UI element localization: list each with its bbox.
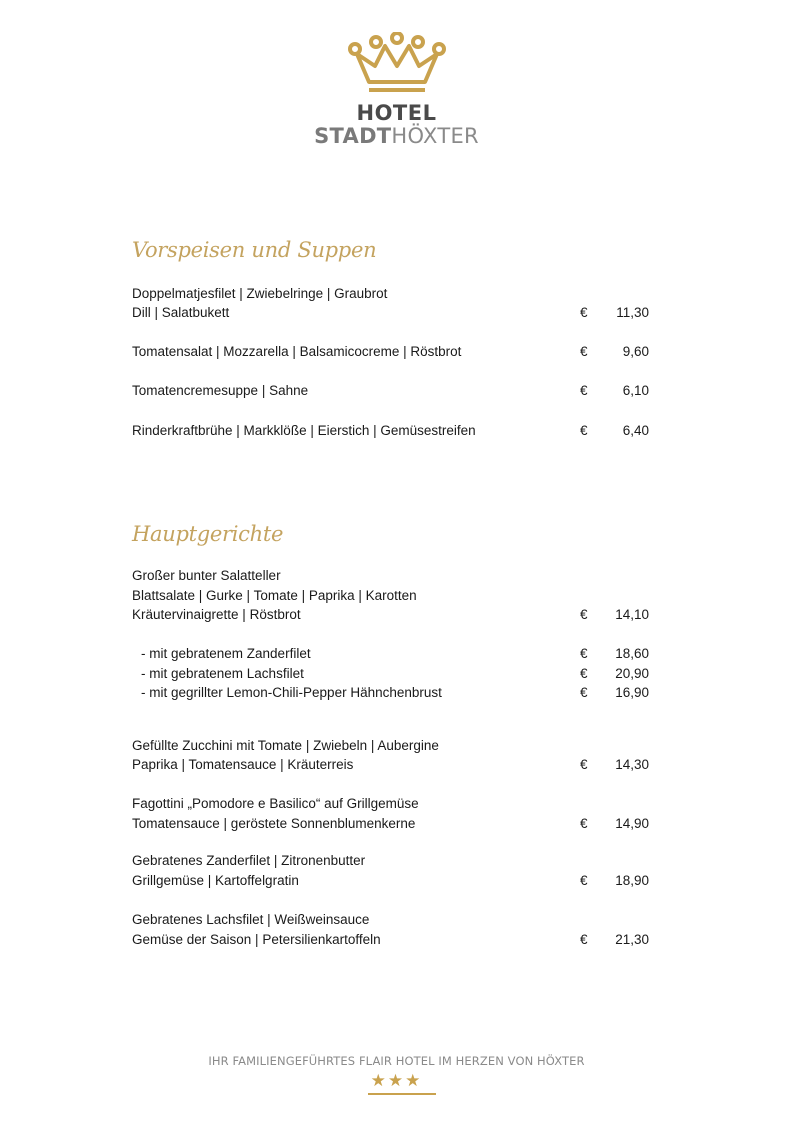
- item-text: Gebratenes Lachsfilet | Weißweinsauce: [132, 912, 370, 927]
- item-price: 21,30: [615, 932, 649, 947]
- menu-item: [132, 910, 649, 930]
- currency-sign: €: [580, 932, 588, 947]
- item-text: Rinderkraftbrühe | Markklöße | Eierstich | Gemüsestreifen: [132, 423, 476, 438]
- menu-item: [132, 381, 649, 401]
- menu-option: [132, 683, 649, 703]
- logo-stadt: STADT: [314, 124, 392, 148]
- item-price: 18,90: [615, 873, 649, 888]
- section-title-mains: Hauptgerichte: [132, 522, 284, 546]
- menu-item: [132, 421, 649, 441]
- item-price: 14,10: [615, 607, 649, 622]
- section-title-starters: Vorspeisen und Suppen: [132, 238, 377, 262]
- item-text: Tomatensauce | geröstete Sonnenblumenkerne: [132, 816, 416, 831]
- item-text: Kräutervinaigrette | Röstbrot: [132, 607, 301, 622]
- hotel-logo: [0, 32, 793, 148]
- currency-sign: €: [580, 816, 588, 831]
- item-text: - mit gebratenem Zanderfilet: [141, 646, 311, 661]
- logo-stadt-hoexter: [0, 124, 793, 148]
- currency-sign: €: [580, 423, 588, 438]
- item-price: 6,40: [622, 423, 649, 438]
- item-text: Tomatensalat | Mozzarella | Balsamicocreme | Röstbrot: [132, 344, 462, 359]
- menu-item: [132, 794, 649, 814]
- currency-sign: €: [580, 873, 588, 888]
- footer-divider: [368, 1093, 436, 1095]
- menu-item: [132, 586, 649, 606]
- item-price: 9,60: [622, 344, 649, 359]
- item-price: 14,90: [615, 816, 649, 831]
- item-text: Gemüse der Saison | Petersilienkartoffeln: [132, 932, 381, 947]
- currency-sign: €: [580, 607, 588, 622]
- menu-item: [132, 871, 649, 891]
- menu-item: [132, 342, 649, 362]
- currency-sign: €: [580, 646, 588, 661]
- item-text: Gebratenes Zanderfilet | Zitronenbutter: [132, 853, 366, 868]
- currency-sign: €: [580, 305, 588, 320]
- menu-item: [132, 814, 649, 834]
- menu-item: [132, 930, 649, 950]
- item-text: Gefüllte Zucchini mit Tomate | Zwiebeln | Aubergine: [132, 738, 439, 753]
- item-text: - mit gebratenem Lachsfilet: [141, 666, 304, 681]
- item-text: Großer bunter Salatteller: [132, 568, 281, 583]
- currency-sign: €: [580, 685, 588, 700]
- item-text: Dill | Salatbukett: [132, 305, 230, 320]
- item-text: - mit gegrillter Lemon-Chili-Pepper Hähnchenbrust: [141, 685, 442, 700]
- menu-item: [132, 736, 649, 756]
- menu-option: [132, 644, 649, 664]
- currency-sign: €: [580, 344, 588, 359]
- item-price: 11,30: [616, 305, 649, 320]
- menu-item: [132, 605, 649, 625]
- item-price: 20,90: [615, 666, 649, 681]
- item-text: Fagottini „Pomodore e Basilico“ auf Grillgemüse: [132, 796, 419, 811]
- menu-item: [132, 755, 649, 775]
- item-price: 18,60: [615, 646, 649, 661]
- logo-hoexter: HÖXTER: [391, 124, 479, 148]
- menu-option: [132, 664, 649, 684]
- currency-sign: €: [580, 383, 588, 398]
- item-price: 16,90: [615, 685, 649, 700]
- logo-hotel-word: HOTEL: [356, 101, 437, 125]
- currency-sign: €: [580, 757, 588, 772]
- currency-sign: €: [580, 666, 588, 681]
- item-text: Blattsalate | Gurke | Tomate | Paprika | Karotten: [132, 588, 417, 603]
- item-price: 6,10: [622, 383, 649, 398]
- menu-item: [132, 303, 649, 323]
- menu-item: [132, 566, 649, 586]
- item-text: Doppelmatjesfilet | Zwiebelringe | Graubrot: [132, 286, 388, 301]
- crown-icon: [347, 32, 447, 98]
- item-text: Grillgemüse | Kartoffelgratin: [132, 873, 299, 888]
- menu-item: [132, 851, 649, 871]
- footer-tagline: IHR FAMILIENGEFÜHRTES FLAIR HOTEL IM HERZEN VON HÖXTER: [208, 1054, 585, 1068]
- item-text: Paprika | Tomatensauce | Kräuterreis: [132, 757, 354, 772]
- item-price: 14,30: [615, 757, 649, 772]
- menu-item: [132, 284, 649, 304]
- item-text: Tomatencremesuppe | Sahne: [132, 383, 309, 398]
- star-rating-icon: ★★★: [370, 1071, 423, 1090]
